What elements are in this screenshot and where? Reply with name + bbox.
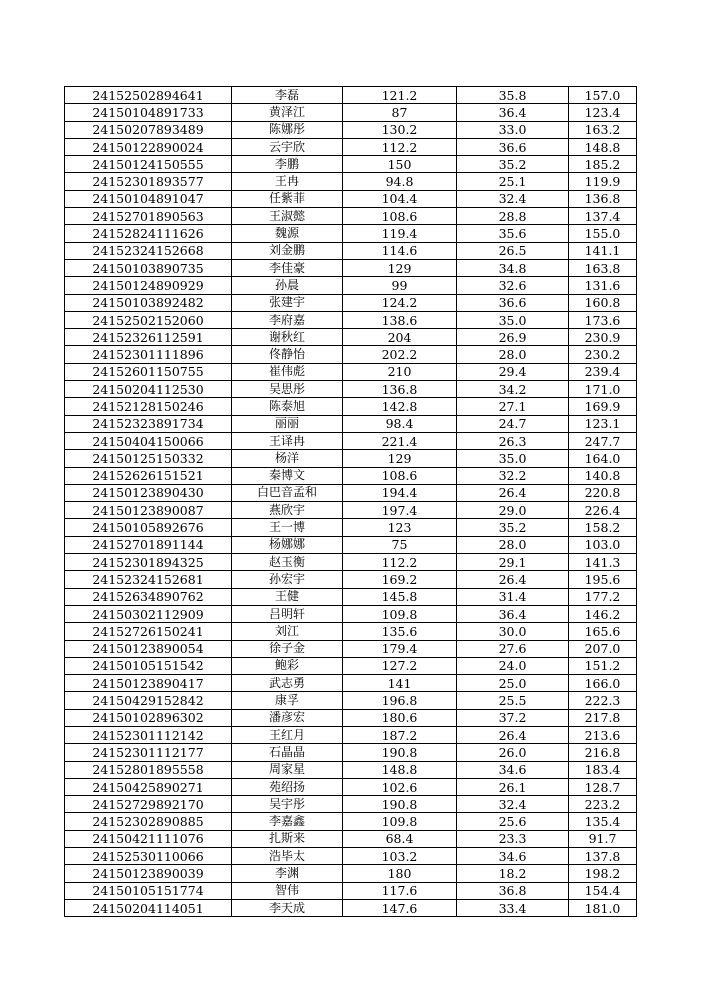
score-a-cell: 136.8 [343,381,457,398]
table-row [65,173,637,190]
total-score-cell: 141.3 [569,554,637,571]
name-cell: 杨娜娜 [232,536,343,553]
name-cell: 吕明轩 [232,605,343,622]
score-a-cell: 210 [343,363,457,380]
table-row [65,657,637,674]
name-cell: 佟静怡 [232,346,343,363]
score-b-cell: 34.6 [457,848,569,865]
score-b-cell: 34.2 [457,381,569,398]
total-score-cell: 155.0 [569,225,637,242]
exam-number-cell: 24152530110066 [65,848,232,865]
name-cell: 白巴音孟和 [232,484,343,501]
name-cell: 谢秋红 [232,329,343,346]
score-b-cell: 35.2 [457,519,569,536]
table-row [65,225,637,242]
score-b-cell: 26.4 [457,571,569,588]
name-cell: 李天成 [232,899,343,916]
exam-number-cell: 24152301112142 [65,726,232,743]
table-row [65,121,637,138]
score-b-cell: 35.0 [457,311,569,328]
table-row [65,536,637,553]
score-b-cell: 26.9 [457,329,569,346]
score-a-cell: 130.2 [343,121,457,138]
total-score-cell: 157.0 [569,87,637,104]
exam-number-cell: 24150105892676 [65,519,232,536]
score-b-cell: 32.6 [457,277,569,294]
score-table [64,86,637,917]
score-b-cell: 34.8 [457,259,569,276]
total-score-cell: 198.2 [569,865,637,882]
score-a-cell: 202.2 [343,346,457,363]
score-b-cell: 36.6 [457,294,569,311]
total-score-cell: 226.4 [569,502,637,519]
name-cell: 李佳豪 [232,259,343,276]
table-row [65,346,637,363]
total-score-cell: 169.9 [569,398,637,415]
table-row [65,865,637,882]
name-cell: 李鹏 [232,156,343,173]
table-row [65,813,637,830]
exam-number-cell: 24150103892482 [65,294,232,311]
total-score-cell: 163.2 [569,121,637,138]
name-cell: 孙宏宇 [232,571,343,588]
exam-number-cell: 24150124150555 [65,156,232,173]
total-score-cell: 141.1 [569,242,637,259]
score-b-cell: 32.4 [457,190,569,207]
total-score-cell: 128.7 [569,778,637,795]
score-b-cell: 29.1 [457,554,569,571]
name-cell: 鲍彩 [232,657,343,674]
total-score-cell: 177.2 [569,588,637,605]
exam-number-cell: 24152701890563 [65,208,232,225]
score-a-cell: 204 [343,329,457,346]
table-row [65,502,637,519]
exam-number-cell: 24150429152842 [65,692,232,709]
total-score-cell: 123.4 [569,104,637,121]
table-row [65,623,637,640]
total-score-cell: 146.2 [569,605,637,622]
total-score-cell: 136.8 [569,190,637,207]
score-b-cell: 33.0 [457,121,569,138]
total-score-cell: 137.8 [569,848,637,865]
exam-number-cell: 24150105151542 [65,657,232,674]
total-score-cell: 103.0 [569,536,637,553]
score-b-cell: 26.4 [457,484,569,501]
score-a-cell: 109.8 [343,605,457,622]
score-b-cell: 25.1 [457,173,569,190]
total-score-cell: 181.0 [569,899,637,916]
score-b-cell: 31.4 [457,588,569,605]
score-a-cell: 148.8 [343,761,457,778]
exam-number-cell: 24152301111896 [65,346,232,363]
total-score-cell: 119.9 [569,173,637,190]
score-a-cell: 99 [343,277,457,294]
total-score-cell: 154.4 [569,882,637,899]
table-row [65,484,637,501]
table-row [65,329,637,346]
table-row [65,761,637,778]
score-a-cell: 190.8 [343,744,457,761]
table-row [65,519,637,536]
score-b-cell: 34.6 [457,761,569,778]
exam-number-cell: 24152701891144 [65,536,232,553]
total-score-cell: 213.6 [569,726,637,743]
name-cell: 徐子金 [232,640,343,657]
exam-number-cell: 24152301112177 [65,744,232,761]
exam-number-cell: 24152801895558 [65,761,232,778]
score-a-cell: 169.2 [343,571,457,588]
table-row [65,190,637,207]
total-score-cell: 135.4 [569,813,637,830]
score-b-cell: 35.0 [457,450,569,467]
score-a-cell: 114.6 [343,242,457,259]
name-cell: 潘彦宏 [232,709,343,726]
score-b-cell: 27.1 [457,398,569,415]
score-table-body [65,87,637,917]
score-b-cell: 33.4 [457,899,569,916]
exam-number-cell: 24150123890087 [65,502,232,519]
exam-number-cell: 24152626151521 [65,467,232,484]
name-cell: 王一博 [232,519,343,536]
name-cell: 陈泰旭 [232,398,343,415]
score-a-cell: 94.8 [343,173,457,190]
name-cell: 李磊 [232,87,343,104]
score-a-cell: 112.2 [343,138,457,155]
name-cell: 周家星 [232,761,343,778]
total-score-cell: 220.8 [569,484,637,501]
table-row [65,432,637,449]
score-a-cell: 87 [343,104,457,121]
total-score-cell: 151.2 [569,657,637,674]
score-a-cell: 75 [343,536,457,553]
name-cell: 杨洋 [232,450,343,467]
name-cell: 王健 [232,588,343,605]
total-score-cell: 239.4 [569,363,637,380]
name-cell: 刘金鹏 [232,242,343,259]
score-b-cell: 30.0 [457,623,569,640]
total-score-cell: 223.2 [569,796,637,813]
exam-number-cell: 24152726150241 [65,623,232,640]
exam-number-cell: 24152324152668 [65,242,232,259]
score-a-cell: 127.2 [343,657,457,674]
exam-number-cell: 24150103890735 [65,259,232,276]
exam-number-cell: 24150104891047 [65,190,232,207]
score-b-cell: 26.3 [457,432,569,449]
table-row [65,381,637,398]
score-b-cell: 32.2 [457,467,569,484]
table-row [65,311,637,328]
name-cell: 赵玉衡 [232,554,343,571]
exam-number-cell: 24152301893577 [65,173,232,190]
name-cell: 王译冉 [232,432,343,449]
table-row [65,104,637,121]
total-score-cell: 160.8 [569,294,637,311]
exam-number-cell: 24152634890762 [65,588,232,605]
exam-number-cell: 24150124890929 [65,277,232,294]
table-row [65,692,637,709]
table-row [65,830,637,847]
exam-number-cell: 24150125150332 [65,450,232,467]
table-row [65,640,637,657]
table-row [65,726,637,743]
score-b-cell: 35.2 [457,156,569,173]
name-cell: 苑绍扬 [232,778,343,795]
name-cell: 任紫菲 [232,190,343,207]
table-row [65,554,637,571]
total-score-cell: 91.7 [569,830,637,847]
score-b-cell: 23.3 [457,830,569,847]
exam-number-cell: 24150123890430 [65,484,232,501]
exam-number-cell: 24150204114051 [65,899,232,916]
name-cell: 秦博文 [232,467,343,484]
score-a-cell: 138.6 [343,311,457,328]
table-row [65,882,637,899]
table-row [65,208,637,225]
total-score-cell: 164.0 [569,450,637,467]
score-a-cell: 196.8 [343,692,457,709]
score-b-cell: 29.0 [457,502,569,519]
score-a-cell: 102.6 [343,778,457,795]
total-score-cell: 230.2 [569,346,637,363]
score-a-cell: 194.4 [343,484,457,501]
exam-number-cell: 24152128150246 [65,398,232,415]
score-a-cell: 104.4 [343,190,457,207]
total-score-cell: 207.0 [569,640,637,657]
name-cell: 丽丽 [232,415,343,432]
score-b-cell: 26.1 [457,778,569,795]
exam-number-cell: 24150404150066 [65,432,232,449]
score-b-cell: 36.8 [457,882,569,899]
exam-number-cell: 24152302890885 [65,813,232,830]
name-cell: 刘江 [232,623,343,640]
score-b-cell: 25.5 [457,692,569,709]
score-b-cell: 36.6 [457,138,569,155]
score-b-cell: 36.4 [457,104,569,121]
name-cell: 王红月 [232,726,343,743]
table-row [65,87,637,104]
score-b-cell: 28.8 [457,208,569,225]
table-row [65,796,637,813]
table-row [65,294,637,311]
exam-number-cell: 24152824111626 [65,225,232,242]
total-score-cell: 137.4 [569,208,637,225]
exam-number-cell: 24150123890417 [65,675,232,692]
exam-number-cell: 24152601150755 [65,363,232,380]
table-row [65,605,637,622]
total-score-cell: 217.8 [569,709,637,726]
name-cell: 魏源 [232,225,343,242]
name-cell: 康孚 [232,692,343,709]
score-a-cell: 68.4 [343,830,457,847]
total-score-cell: 173.6 [569,311,637,328]
score-a-cell: 141 [343,675,457,692]
score-a-cell: 147.6 [343,899,457,916]
score-b-cell: 35.8 [457,87,569,104]
score-b-cell: 25.0 [457,675,569,692]
name-cell: 王淑懿 [232,208,343,225]
table-row [65,709,637,726]
exam-number-cell: 24150102896302 [65,709,232,726]
table-row [65,415,637,432]
name-cell: 吴宇彤 [232,796,343,813]
table-row [65,398,637,415]
table-row [65,848,637,865]
table-row [65,744,637,761]
total-score-cell: 171.0 [569,381,637,398]
table-row [65,450,637,467]
score-b-cell: 26.4 [457,726,569,743]
name-cell: 智伟 [232,882,343,899]
name-cell: 张建宇 [232,294,343,311]
total-score-cell: 183.4 [569,761,637,778]
score-a-cell: 108.6 [343,467,457,484]
exam-number-cell: 24152502894641 [65,87,232,104]
table-row [65,156,637,173]
score-b-cell: 24.7 [457,415,569,432]
score-a-cell: 179.4 [343,640,457,657]
score-a-cell: 108.6 [343,208,457,225]
score-b-cell: 18.2 [457,865,569,882]
total-score-cell: 195.6 [569,571,637,588]
exam-number-cell: 24152301894325 [65,554,232,571]
score-b-cell: 24.0 [457,657,569,674]
table-row [65,675,637,692]
score-a-cell: 98.4 [343,415,457,432]
exam-number-cell: 24150105151774 [65,882,232,899]
score-b-cell: 26.5 [457,242,569,259]
total-score-cell: 222.3 [569,692,637,709]
total-score-cell: 216.8 [569,744,637,761]
table-row [65,138,637,155]
score-b-cell: 28.0 [457,536,569,553]
total-score-cell: 230.9 [569,329,637,346]
score-a-cell: 123 [343,519,457,536]
score-b-cell: 27.6 [457,640,569,657]
exam-number-cell: 24150421111076 [65,830,232,847]
total-score-cell: 148.8 [569,138,637,155]
exam-number-cell: 24150104891733 [65,104,232,121]
exam-number-cell: 24150204112530 [65,381,232,398]
exam-number-cell: 24150302112909 [65,605,232,622]
score-a-cell: 103.2 [343,848,457,865]
score-a-cell: 187.2 [343,726,457,743]
total-score-cell: 158.2 [569,519,637,536]
exam-number-cell: 24150122890024 [65,138,232,155]
score-b-cell: 29.4 [457,363,569,380]
name-cell: 黄泽江 [232,104,343,121]
exam-number-cell: 24150123890039 [65,865,232,882]
table-row [65,588,637,605]
table-row [65,277,637,294]
exam-number-cell: 24150207893489 [65,121,232,138]
name-cell: 浩毕太 [232,848,343,865]
name-cell: 李渊 [232,865,343,882]
name-cell: 燕欣宇 [232,502,343,519]
name-cell: 崔伟彪 [232,363,343,380]
table-row [65,778,637,795]
name-cell: 石晶晶 [232,744,343,761]
score-a-cell: 109.8 [343,813,457,830]
score-b-cell: 26.0 [457,744,569,761]
score-b-cell: 28.0 [457,346,569,363]
score-b-cell: 35.6 [457,225,569,242]
score-a-cell: 121.2 [343,87,457,104]
name-cell: 孙晨 [232,277,343,294]
total-score-cell: 166.0 [569,675,637,692]
score-a-cell: 190.8 [343,796,457,813]
name-cell: 李府嘉 [232,311,343,328]
score-a-cell: 145.8 [343,588,457,605]
total-score-cell: 247.7 [569,432,637,449]
score-b-cell: 32.4 [457,796,569,813]
table-row [65,571,637,588]
score-a-cell: 150 [343,156,457,173]
table-row [65,242,637,259]
table-row [65,467,637,484]
exam-number-cell: 24152323891734 [65,415,232,432]
score-a-cell: 129 [343,259,457,276]
score-b-cell: 37.2 [457,709,569,726]
score-a-cell: 197.4 [343,502,457,519]
table-row [65,363,637,380]
total-score-cell: 123.1 [569,415,637,432]
score-a-cell: 135.6 [343,623,457,640]
exam-number-cell: 24152324152681 [65,571,232,588]
exam-number-cell: 24150123890054 [65,640,232,657]
score-a-cell: 142.8 [343,398,457,415]
score-a-cell: 112.2 [343,554,457,571]
score-a-cell: 119.4 [343,225,457,242]
score-a-cell: 124.2 [343,294,457,311]
exam-number-cell: 24152729892170 [65,796,232,813]
score-a-cell: 129 [343,450,457,467]
table-row [65,259,637,276]
name-cell: 王冉 [232,173,343,190]
total-score-cell: 131.6 [569,277,637,294]
score-a-cell: 117.6 [343,882,457,899]
total-score-cell: 140.8 [569,467,637,484]
name-cell: 武志勇 [232,675,343,692]
score-b-cell: 36.4 [457,605,569,622]
exam-number-cell: 24152502152060 [65,311,232,328]
total-score-cell: 185.2 [569,156,637,173]
name-cell: 陈娜彤 [232,121,343,138]
table-row [65,899,637,916]
name-cell: 云宇欣 [232,138,343,155]
exam-number-cell: 24152326112591 [65,329,232,346]
exam-number-cell: 24150425890271 [65,778,232,795]
name-cell: 吴思彤 [232,381,343,398]
score-a-cell: 180.6 [343,709,457,726]
score-a-cell: 221.4 [343,432,457,449]
score-b-cell: 25.6 [457,813,569,830]
name-cell: 扎斯来 [232,830,343,847]
total-score-cell: 163.8 [569,259,637,276]
score-a-cell: 180 [343,865,457,882]
total-score-cell: 165.6 [569,623,637,640]
name-cell: 李嘉鑫 [232,813,343,830]
